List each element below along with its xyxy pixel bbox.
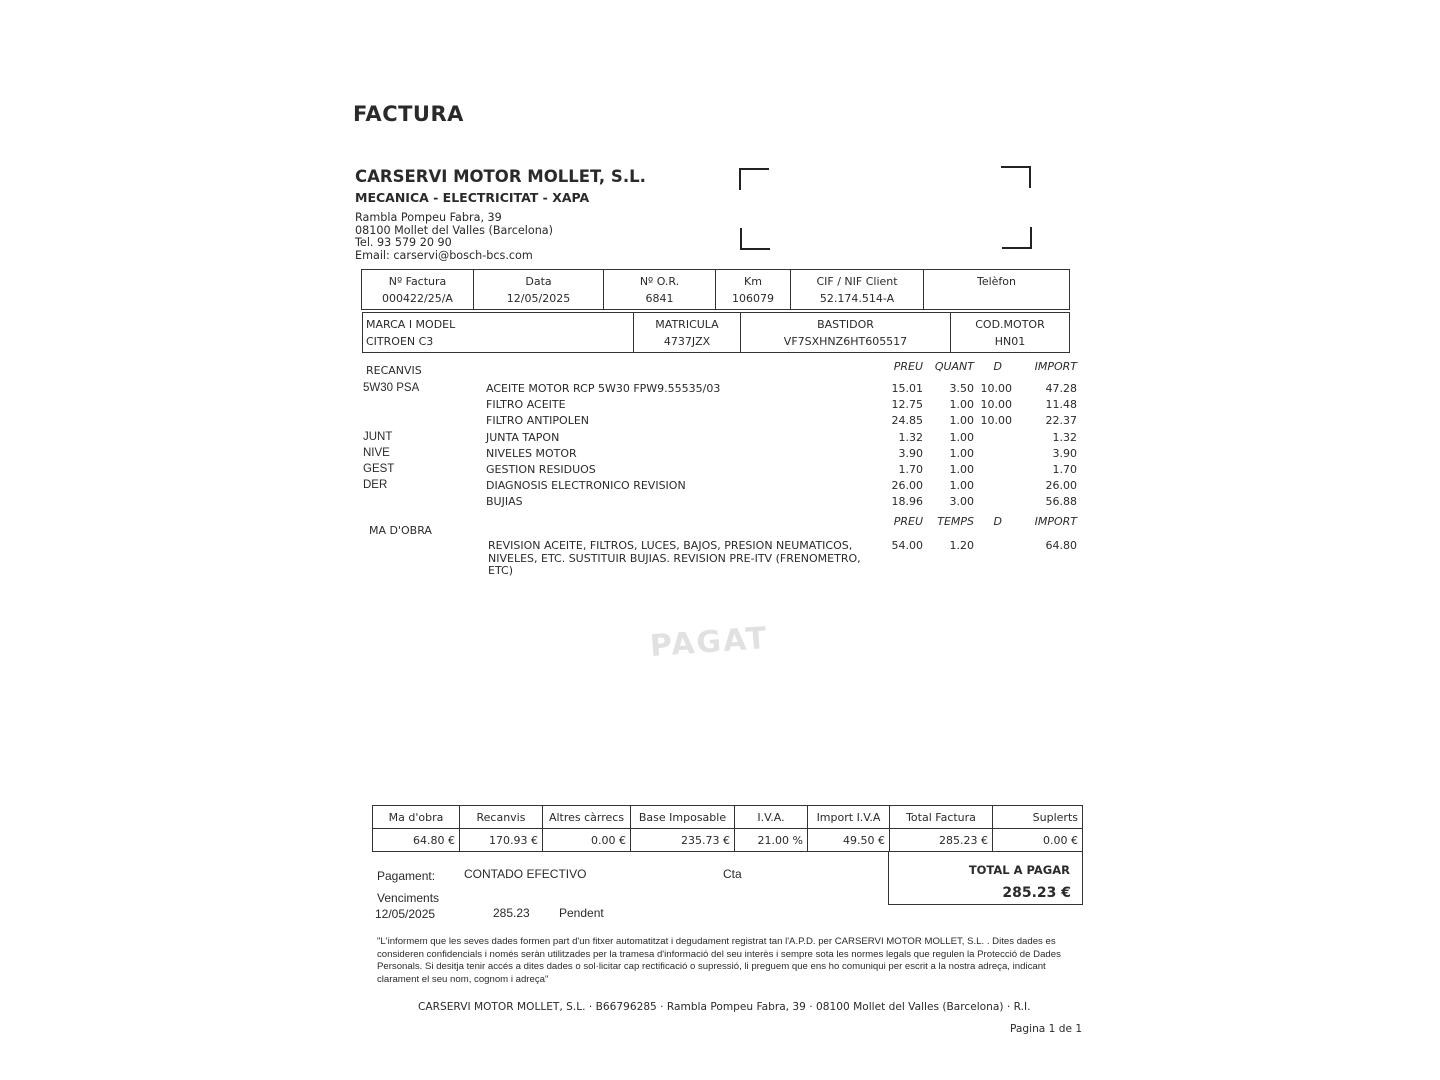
label-parts-total: Recanvis [460, 806, 543, 829]
part-description: FILTRO ANTIPOLEN [486, 414, 590, 428]
labour-header-row [362, 515, 1082, 537]
part-code: GEST [363, 462, 395, 475]
part-discount: 10.00 [980, 414, 1012, 428]
part-code: 5W30 PSA [363, 382, 420, 394]
parts-row [362, 382, 1082, 398]
parts-row [362, 479, 1082, 495]
value-tax-base: 235.73 € [631, 829, 735, 852]
company-email: Email: carservi@bosch-bcs.com [355, 248, 533, 262]
parts-row [362, 495, 1082, 511]
cell-plate [634, 313, 741, 353]
label-invoice-total: Total Factura [890, 806, 993, 829]
part-price: 1.70 [898, 462, 923, 476]
company-phone: Tel. 93 579 20 90 [355, 236, 452, 250]
label-plate: MATRICULA [655, 318, 719, 331]
labour-section [362, 515, 1082, 577]
cell-cif [791, 270, 924, 310]
label-supplements: Suplerts [993, 806, 1083, 829]
col-header-discount: D [993, 515, 1002, 528]
value-order-no: 6841 [645, 292, 674, 305]
cell-engine-code [951, 313, 1070, 353]
value-chassis: VF7SXHNZ6HT605517 [783, 335, 908, 348]
value-parts-total: 170.93 € [460, 829, 543, 852]
company-tagline: MECANICA - ELECTRICITAT - XAPA [355, 190, 590, 205]
cell-model [363, 313, 634, 353]
total-to-pay-amount: 285.23 € [1002, 885, 1071, 901]
part-price: 12.75 [891, 398, 923, 412]
corner-mark-top-right [1001, 166, 1031, 188]
part-quantity: 1.00 [949, 446, 974, 460]
value-model: CITROEN C3 [366, 335, 434, 348]
labour-price: 54.00 [891, 539, 923, 552]
part-description: DIAGNOSIS ELECTRONICO REVISION [486, 479, 686, 493]
due-date: 12/05/2025 [375, 907, 436, 921]
due-status: Pendent [559, 906, 604, 920]
part-amount: 1.32 [1052, 430, 1077, 444]
part-price: 3.90 [898, 446, 923, 460]
label-km: Km [744, 275, 762, 288]
parts-row [362, 431, 1082, 447]
part-amount: 3.90 [1052, 446, 1077, 460]
value-cif: 52.174.514-A [819, 292, 895, 305]
part-quantity: 3.50 [949, 382, 974, 395]
part-description: BUJIAS [486, 495, 523, 509]
value-invoice-no: 000422/25/A [382, 292, 453, 305]
invoice-header-table [361, 269, 1070, 310]
cell-invoice-no [362, 270, 474, 310]
company-name: CARSERVI MOTOR MOLLET, S.L. [355, 167, 646, 186]
labour-description: REVISION ACEITE, FILTROS, LUCES, BAJOS, PRESION NEUMATICOS, NIVELES, ETC. SUSTITUIR BUJIAS. REVISION PRE-ITV (FRENOMETRO, ETC) [488, 539, 861, 577]
part-price: 15.01 [891, 382, 923, 395]
part-amount: 47.28 [1045, 382, 1077, 395]
col-header-time: TEMPS [937, 515, 974, 528]
value-other-charges: 0.00 € [543, 829, 631, 852]
labour-time: 1.20 [949, 539, 974, 552]
address-line-2: 08100 Mollet del Valles (Barcelona) [355, 223, 554, 237]
corner-mark-bottom-right [1002, 227, 1032, 249]
cell-chassis [741, 313, 951, 353]
col-header-price: PREU [893, 360, 923, 373]
label-cif: CIF / NIF Client [816, 275, 898, 288]
part-quantity: 3.00 [949, 495, 974, 509]
totals-table [372, 805, 1083, 852]
col-header-price: PREU [893, 515, 923, 528]
value-labour-total: 64.80 € [373, 829, 460, 852]
payment-label: Pagament: [377, 869, 436, 883]
parts-rows [362, 382, 1082, 512]
page-number: Pagina 1 de 1 [1010, 1023, 1083, 1035]
parts-header-row [362, 360, 1082, 382]
label-model: MARCA I MODEL [366, 318, 456, 331]
parts-section [362, 360, 1082, 512]
label-vat-amount: Import I.V.A [808, 806, 890, 829]
parts-row [362, 447, 1082, 463]
totals-values-row [373, 829, 1083, 852]
value-engine-code: HN01 [994, 335, 1026, 348]
parts-row [362, 463, 1082, 479]
cell-order-no [604, 270, 716, 310]
value-supplements: 0.00 € [993, 829, 1083, 852]
part-price: 1.32 [898, 430, 923, 444]
totals-labels-row [373, 806, 1083, 829]
faded-stamp: PAGAT [648, 620, 770, 665]
value-invoice-total: 285.23 € [890, 829, 993, 852]
part-description: GESTION RESIDUOS [486, 462, 596, 476]
labour-section-label: MA D'OBRA [369, 524, 432, 537]
data-protection-notice: "L'informem que les seves dades formen part d'un fitxer automatitzat i degudament registrat tan l'A.P.D. per CARSERVI MOTOR MOLLET, S.L. . Dites dades es consideren confidencials i només seràn utilitzades per la tramesa d'informació del seu interès i sempre sota les normes legals que regulen la Protecció de Dades Personals. Si desitja tenir accés a dites dades o sol·licitar cap rectificació o supressió, li preguem que ens ho comuniqui per escrit a la nostra adreça, indicant clarament el seu nom, cognom i adreça" [377, 936, 1061, 985]
label-phone: Telèfon [976, 275, 1016, 288]
part-code: NIVE [363, 446, 390, 459]
cell-km [716, 270, 791, 310]
part-quantity: 1.00 [949, 430, 974, 444]
value-km: 106079 [732, 292, 774, 305]
total-to-pay-label: TOTAL A PAGAR [968, 863, 1070, 877]
address-line-1: Rambla Pompeu Fabra, 39 [355, 211, 502, 224]
company-address-block [355, 212, 553, 262]
part-discount: 10.00 [980, 382, 1012, 395]
label-labour-total: Ma d'obra [373, 806, 460, 829]
document-title: FACTURA [353, 102, 464, 126]
due-dates-label: Venciments [377, 891, 440, 905]
payment-method: CONTADO EFECTIVO [464, 867, 587, 881]
label-invoice-no: Nº Factura [388, 275, 447, 288]
part-quantity: 1.00 [949, 462, 974, 476]
value-vat-amount: 49.50 € [808, 829, 890, 852]
cell-date [474, 270, 604, 310]
due-amount: 285.23 [493, 906, 530, 920]
part-amount: 56.88 [1045, 495, 1077, 509]
corner-mark-bottom-left [740, 228, 770, 250]
part-price: 26.00 [891, 479, 923, 493]
cell-phone [924, 270, 1070, 310]
vehicle-table [362, 312, 1070, 353]
label-engine-code: COD.MOTOR [975, 318, 1045, 331]
part-amount: 11.48 [1045, 398, 1077, 412]
part-description: FILTRO ACEITE [486, 398, 566, 412]
labour-amount: 64.80 [1045, 539, 1077, 552]
col-header-amount: IMPORT [1034, 515, 1077, 528]
account-label: Cta [723, 867, 742, 881]
label-date: Data [525, 275, 552, 288]
col-header-discount: D [993, 360, 1002, 373]
parts-row [362, 414, 1082, 430]
part-description: JUNTA TAPON [486, 430, 560, 444]
part-amount: 26.00 [1045, 479, 1077, 493]
part-price: 24.85 [891, 414, 923, 428]
label-tax-base: Base Imposable [631, 806, 735, 829]
col-header-amount: IMPORT [1034, 360, 1077, 373]
part-description: NIVELES MOTOR [486, 446, 577, 460]
part-code: JUNT [363, 430, 393, 443]
corner-mark-top-left [739, 168, 769, 190]
labour-values-row [362, 539, 1082, 555]
footer-company-info: CARSERVI MOTOR MOLLET, S.L. · B66796285 · Rambla Pompeu Fabra, 39 · 08100 Mollet del Valles (Barcelona) · R.I. [418, 1001, 1031, 1013]
label-order-no: Nº O.R. [639, 275, 680, 288]
label-chassis: BASTIDOR [817, 318, 874, 331]
label-vat-rate: I.V.A. [735, 806, 808, 829]
value-vat-rate: 21.00 % [735, 829, 808, 852]
value-date: 12/05/2025 [506, 292, 571, 305]
part-description: ACEITE MOTOR RCP 5W30 FPW9.55535/03 [486, 382, 721, 395]
value-plate: 4737JZX [663, 335, 711, 348]
parts-section-label: RECANVIS [366, 364, 422, 377]
part-amount: 1.70 [1052, 462, 1077, 476]
col-header-qty: QUANT [934, 360, 974, 373]
parts-row [362, 398, 1082, 414]
part-code: DER [363, 479, 388, 492]
part-amount: 22.37 [1045, 414, 1077, 428]
label-other-charges: Altres càrrecs [543, 806, 631, 829]
part-quantity: 1.00 [949, 414, 974, 428]
part-discount: 10.00 [980, 398, 1012, 412]
total-to-pay-box [888, 852, 1083, 905]
part-price: 18.96 [891, 495, 923, 509]
part-quantity: 1.00 [949, 479, 974, 493]
part-quantity: 1.00 [949, 398, 974, 412]
